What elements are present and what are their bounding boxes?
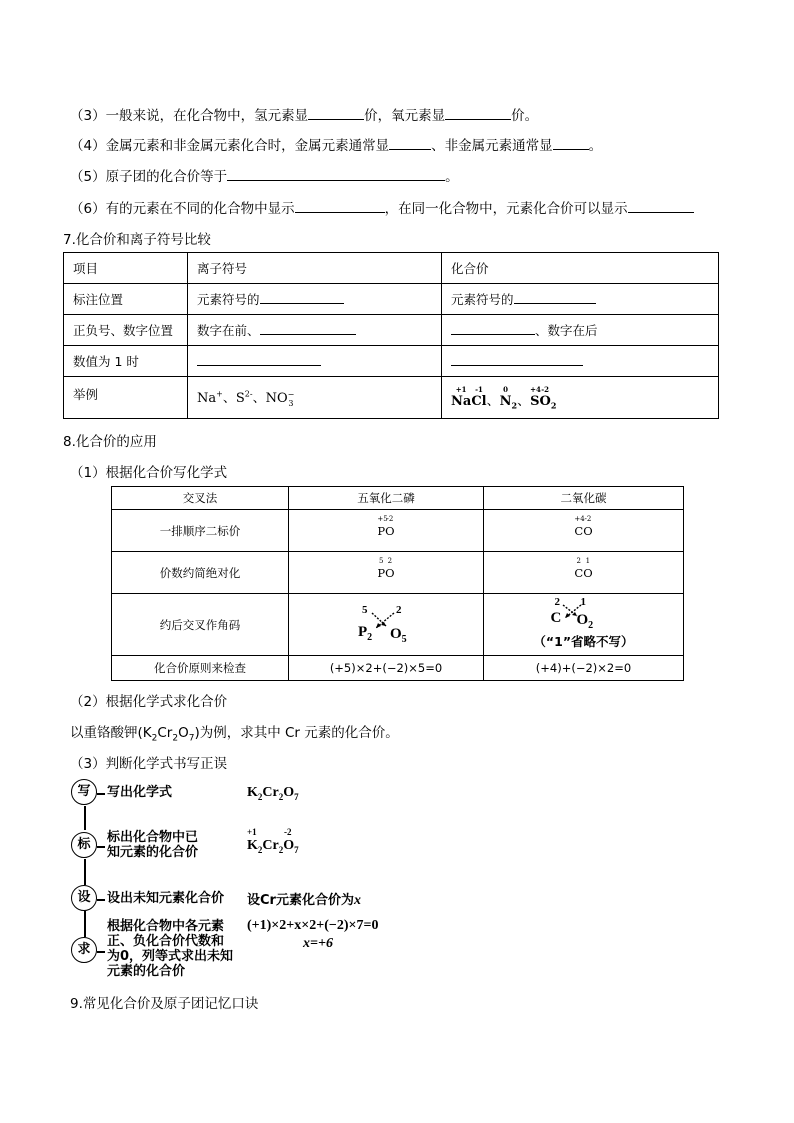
table-header: 离子符号	[188, 253, 442, 284]
blank	[227, 169, 445, 181]
subsection-2: （2）根据化学式求化合价	[70, 694, 228, 710]
formula-k2cr2o7: $K_2Cr_2O_7$	[247, 785, 299, 802]
flow-connector	[84, 859, 86, 885]
dash	[97, 899, 105, 901]
cross-diagram-p2o5: 5 2 $P_2$ $O_5$	[356, 604, 416, 646]
formula-k2cr2o7-valence: +1 -2 $K_2Cr_2O_7$	[247, 827, 299, 855]
table-row	[112, 656, 684, 681]
table-row	[112, 594, 684, 656]
table-cell: +5 P -2 O	[289, 510, 484, 552]
table-row	[64, 377, 719, 419]
step-set-text: 设出未知元素化合价	[107, 891, 225, 906]
table-cell: 数字在前、	[188, 315, 442, 346]
blank	[308, 108, 364, 120]
crossing-method-table	[111, 486, 684, 681]
table-cell: 数值为 1 时	[64, 346, 188, 377]
table-row	[64, 346, 719, 377]
blank	[553, 138, 589, 150]
table-cell: 、数字在后	[442, 315, 719, 346]
table-header: 化合价	[442, 253, 719, 284]
table-cell	[442, 346, 719, 377]
question-4: （4）金属元素和非金属元素化合时，金属元素通常显 、非金属元素通常显 。	[70, 138, 603, 154]
question-3: （3）一般来说，在化合物中，氢元素显 价，氧元素显 价。	[70, 108, 539, 124]
table-cell: 5 P 2 O	[289, 552, 484, 594]
example-text: 以重铬酸钾$(K_2Cr_2O_7)$为例，求其中 Cr 元素的化合价。	[70, 725, 399, 744]
table-cell: 标注位置	[64, 284, 188, 315]
table-header: 项目	[64, 253, 188, 284]
subsection-3: （3）判断化学式书写正误	[70, 756, 228, 772]
set-variable-text: 设Cr元素化合价为x	[247, 893, 361, 908]
step-write-text: 写出化学式	[107, 785, 173, 800]
table-header: 交叉法	[112, 487, 289, 510]
section-7-title: 7.化合价和离子符号比较	[63, 232, 211, 248]
blank	[628, 201, 694, 213]
blank	[197, 354, 321, 366]
table-cell: 2 C 1 O	[484, 552, 684, 594]
dash	[97, 846, 105, 848]
ion-na: Na+	[197, 389, 223, 407]
blank	[260, 323, 356, 335]
table-cell: Na+、$S^{2-}$、NO − 3	[188, 377, 442, 419]
blank	[451, 323, 535, 335]
section-8-title: 8.化合价的应用	[63, 434, 157, 450]
table-cell	[188, 346, 442, 377]
table-cell: 元素符号的	[442, 284, 719, 315]
subsection-1: （1）根据化合价写化学式	[70, 465, 228, 481]
table-header: 五氧化二磷	[289, 487, 484, 510]
table-cell	[484, 594, 684, 656]
table-cell: 化合价原则来检查	[112, 656, 289, 681]
comparison-table	[63, 252, 719, 419]
step-solve-text: 根据化合物中各元素 正、负化合价代数和 为0，列等式求出未知 元素的化合价	[107, 919, 234, 979]
step-solve-icon: 求	[71, 937, 97, 963]
step-mark-text: 标出化合物中已 知元素的化合价	[107, 830, 199, 860]
table-cell: +4 C -2 O	[484, 510, 684, 552]
question-6: （6）有的元素在不同的化合物中显示 ，在同一化合物中，元素化合价可以显示	[70, 197, 694, 217]
section-9-title: 9.常见化合价及原子团记忆口诀	[70, 996, 259, 1012]
table-cell: (+4)+(−2)×2=0	[484, 656, 684, 681]
flow-connector	[84, 806, 86, 830]
blank	[389, 138, 431, 150]
table-row	[64, 284, 719, 315]
step-mark-icon: 标	[71, 832, 97, 858]
equation: (+1)×2+x×2+(−2)×7=0	[247, 918, 379, 933]
table-cell: 一排顺序二标价	[112, 510, 289, 552]
table-cell: (+5)×2+(−2)×5=0	[289, 656, 484, 681]
table-cell: 举例	[64, 377, 188, 419]
ion-no3: NO − 3	[265, 389, 295, 408]
cross-diagram-co2: 2 1 C $O_2$ （“1”省略不写）	[529, 598, 639, 652]
step-write-icon: 写	[71, 779, 97, 805]
table-cell: +1 Na -1 Cl、 0 $N_2$、 +4 S -2 $O_2$	[442, 377, 719, 419]
dash	[97, 951, 105, 953]
table-row	[112, 510, 684, 552]
flow-connector	[84, 911, 86, 937]
table-row	[64, 253, 719, 284]
table-header: 二氧化碳	[484, 487, 684, 510]
blank	[445, 108, 511, 120]
blank	[295, 201, 385, 213]
table-row	[112, 552, 684, 594]
table-cell: 约后交叉作角码	[112, 594, 289, 656]
blank	[260, 292, 344, 304]
ion-s: $S^{2-}$	[235, 389, 253, 407]
table-cell: 价数约简绝对化	[112, 552, 289, 594]
step-set-icon: 设	[71, 885, 97, 911]
table-row	[112, 487, 684, 510]
dash	[97, 793, 105, 795]
table-cell: 元素符号的	[188, 284, 442, 315]
table-row	[64, 315, 719, 346]
equation-answer: x=+6	[303, 936, 333, 951]
table-cell	[289, 594, 484, 656]
question-5: （5）原子团的化合价等于 。	[70, 169, 459, 185]
table-cell: 正负号、数字位置	[64, 315, 188, 346]
blank	[451, 354, 583, 366]
blank	[514, 292, 596, 304]
